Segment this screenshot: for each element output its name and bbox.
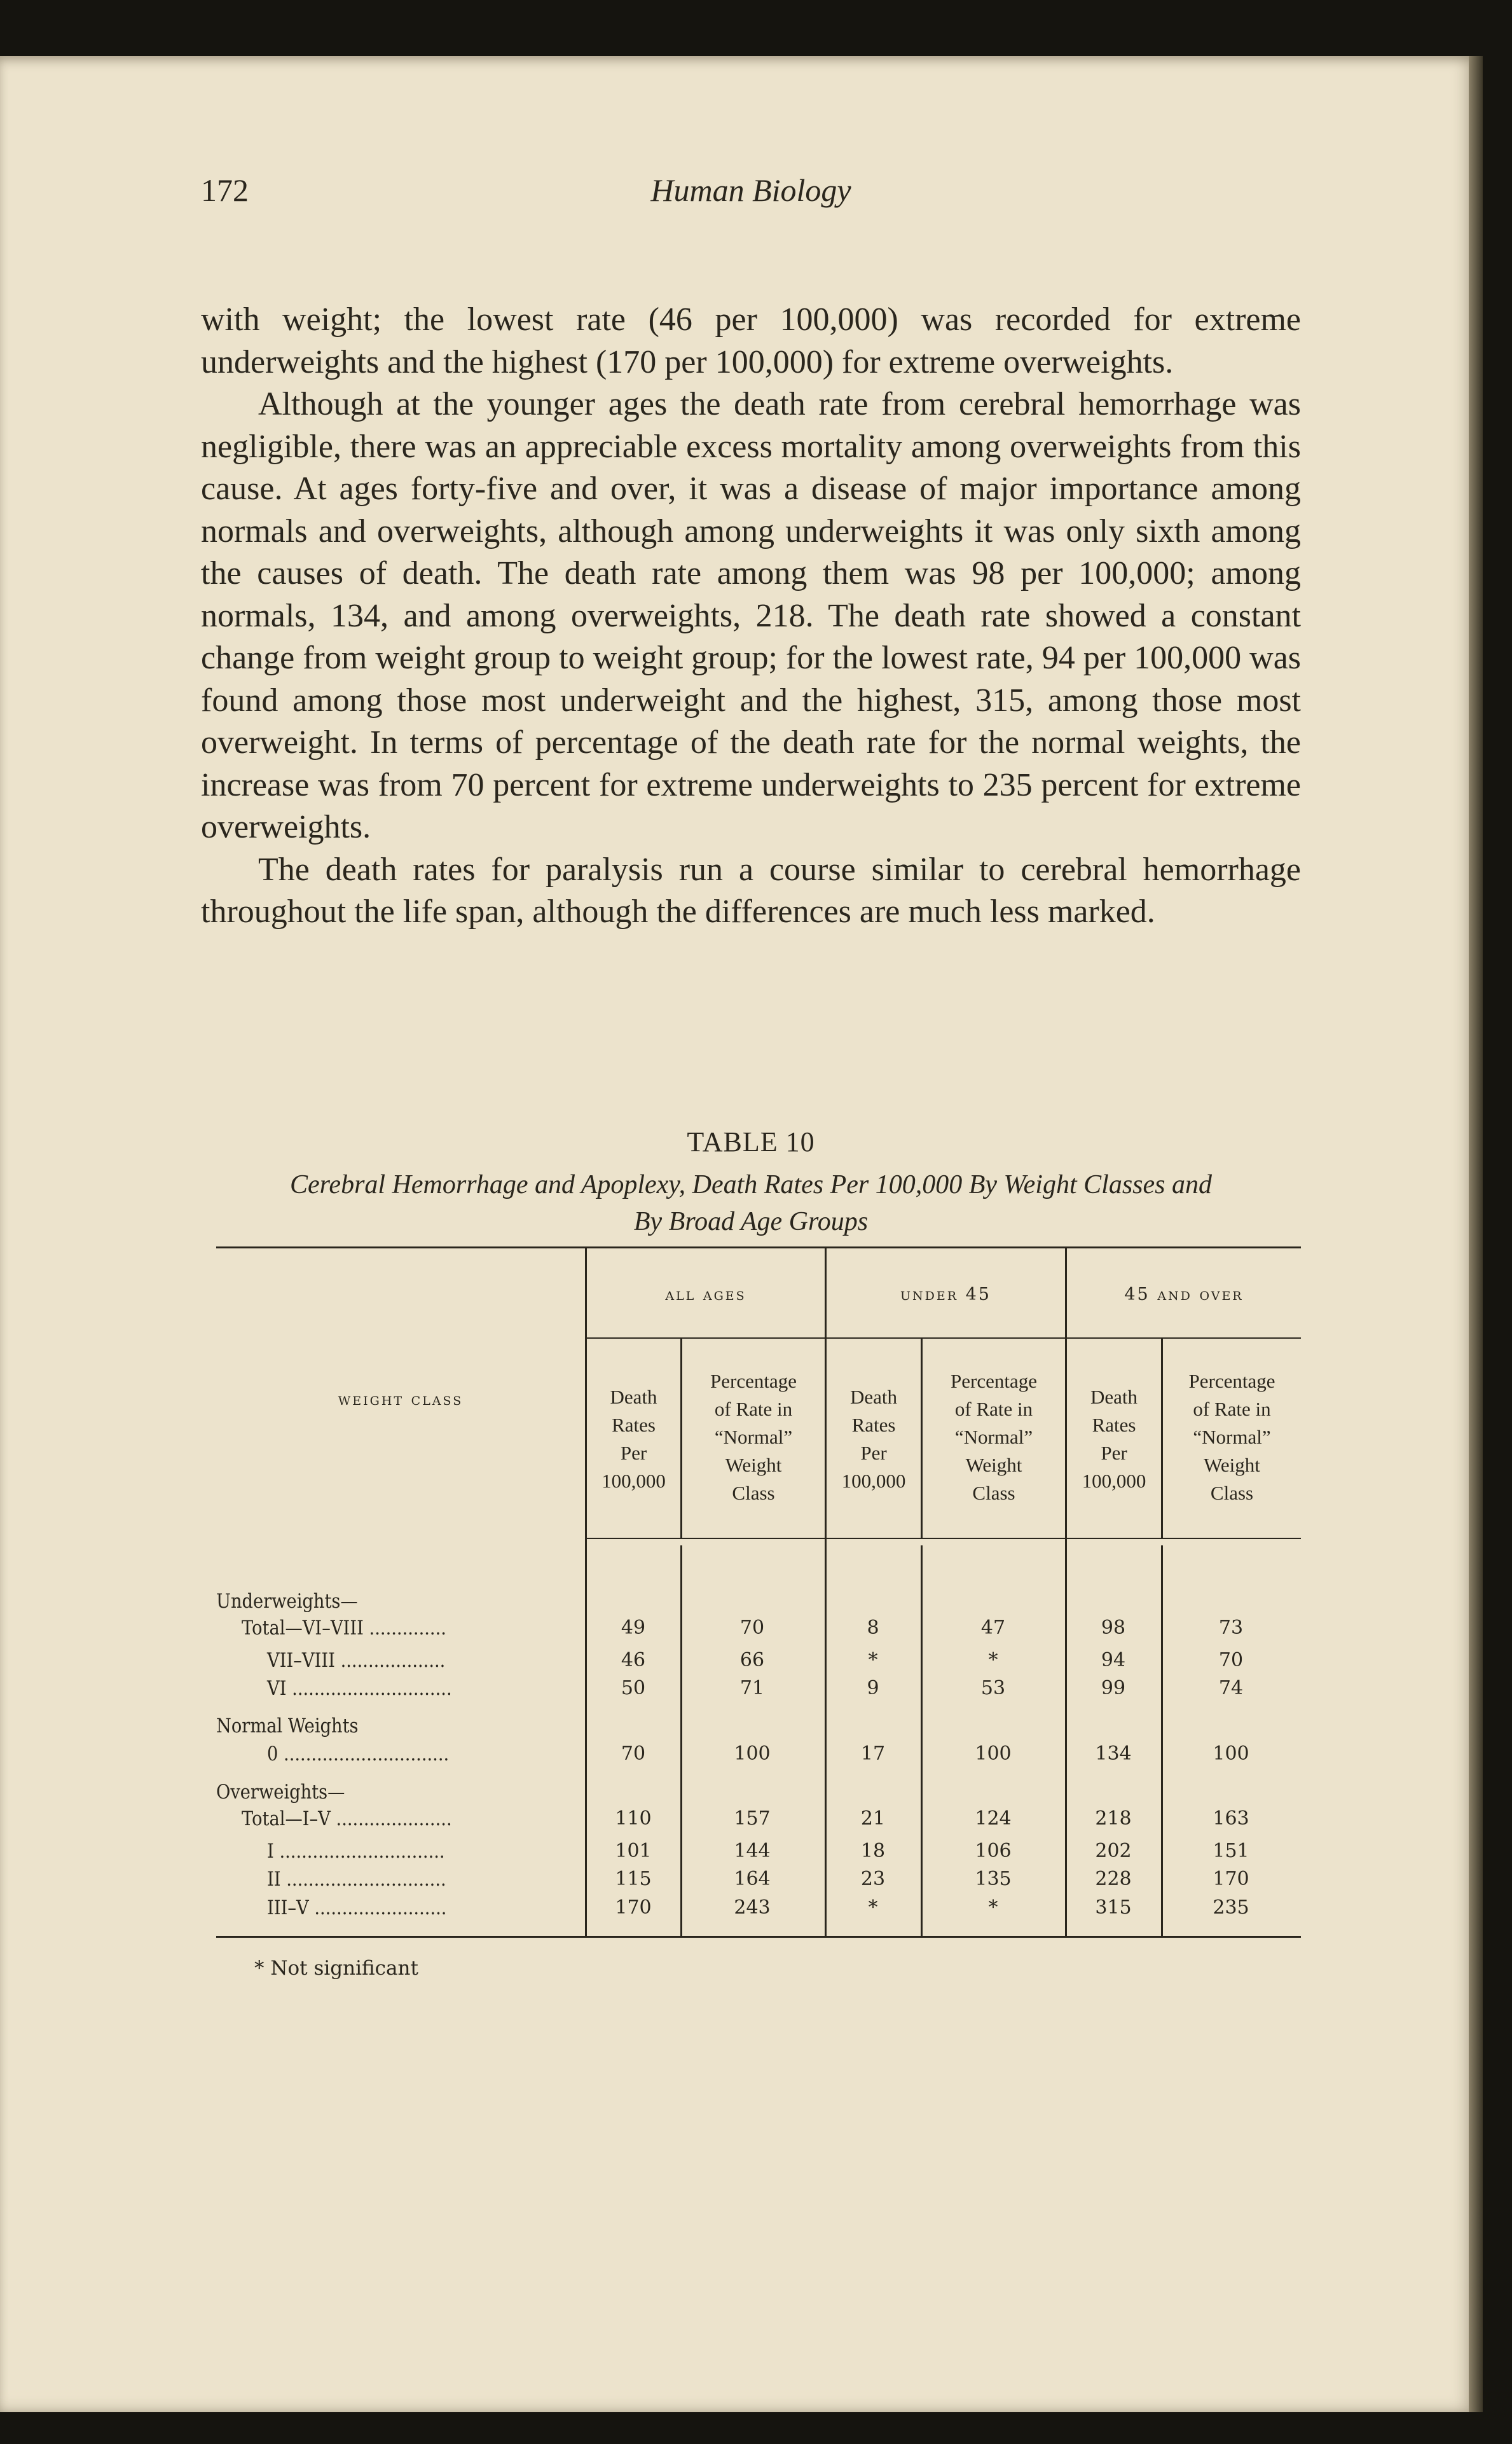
table-cell: * <box>988 1896 998 1919</box>
table-cell: 49 <box>621 1617 646 1639</box>
table-cell: 218 <box>1095 1807 1132 1830</box>
table-cell: 17 <box>860 1743 886 1765</box>
table-cell: 50 <box>621 1677 646 1699</box>
row-label: II ............................. <box>267 1868 446 1891</box>
col-header-percentage: Percentage of Rate in “Normal” Weight Class <box>710 1370 797 1504</box>
data-table <box>216 1246 1301 1940</box>
table-cell: 8 <box>867 1617 879 1639</box>
table-cell: 46 <box>621 1649 646 1671</box>
table-cell: 106 <box>975 1840 1012 1862</box>
running-title: Human Biology <box>650 172 851 208</box>
table-cell: 100 <box>734 1743 771 1765</box>
column-divider <box>921 1545 923 1936</box>
table-cell: 23 <box>860 1868 886 1890</box>
header-bottom-rule <box>585 1538 1301 1539</box>
table-cell: 94 <box>1101 1649 1126 1671</box>
row-label: I .............................. <box>267 1840 445 1863</box>
page-number: 172 <box>201 172 249 208</box>
caption-line: Cerebral Hemorrhage and Apoplexy, Death Rates Per 100,000 By Weight Classes and <box>289 1170 1212 1199</box>
row-label: Total—VI–VIII .............. <box>242 1617 446 1640</box>
column-divider <box>680 1545 682 1936</box>
body-text <box>201 299 1301 934</box>
row-label: VI ............................. <box>267 1677 452 1700</box>
column-divider <box>1161 1545 1163 1936</box>
table-cell: 99 <box>1101 1677 1126 1699</box>
row-label: Underweights— <box>216 1590 358 1613</box>
table-cell: 110 <box>615 1807 652 1830</box>
table-cell: 235 <box>1213 1896 1249 1919</box>
stub-header: weight class <box>338 1390 464 1409</box>
header-rule <box>585 1337 1301 1339</box>
table-cell: 115 <box>615 1868 652 1890</box>
table-cell: 73 <box>1218 1617 1244 1639</box>
table-cell: 9 <box>867 1677 879 1699</box>
table-cell: 18 <box>860 1840 886 1862</box>
table-cell: 53 <box>980 1677 1006 1699</box>
table-cell: 202 <box>1095 1840 1132 1862</box>
table-cell: 228 <box>1095 1868 1132 1890</box>
row-label: 0 .............................. <box>267 1743 450 1765</box>
table-cell: 70 <box>739 1617 765 1639</box>
table-cell: 124 <box>975 1807 1012 1830</box>
column-divider <box>1065 1246 1067 1937</box>
table-cell: 170 <box>615 1896 652 1919</box>
row-label: III–V ........................ <box>267 1896 447 1919</box>
col-header-rate: Death Rates Per 100,000 <box>601 1386 666 1492</box>
table-cell: * <box>988 1649 998 1671</box>
col-header-rate: Death Rates Per 100,000 <box>1082 1386 1146 1492</box>
table-cell: 100 <box>1213 1743 1249 1765</box>
caption-line: By Broad Age Groups <box>633 1207 869 1236</box>
col-header-rate: Death Rates Per 100,000 <box>841 1386 906 1492</box>
table-cell: 100 <box>975 1743 1012 1765</box>
table-bottom-rule <box>216 1936 1301 1938</box>
paragraph: Although at the younger ages the death rate from cerebral hemorrhage was negligible, there was an appreciable excess mortality among overweights from this cause. At ages forty-five and over, it was a disease of major importance among normals and overweights, although among underweights it was only sixth among the causes of death. The death rate among them was 98 per 100,000; among normals, 134, and among overweights, 218. The death rate showed a constant change from weight group to weight group; for the lowest rate, 94 per 100,000 was found among those most underweight and the highest, 315, among those most overweight. In terms of percentage of the death rate for the normal weights, the increase was from 70 percent for extreme underweights to 235 percent for extreme overweights. <box>201 386 1302 845</box>
table-cell: 70 <box>1218 1649 1244 1671</box>
table-cell: 144 <box>734 1840 771 1862</box>
row-label: VII–VIII ................... <box>267 1649 446 1672</box>
table-cell: * <box>868 1649 878 1671</box>
table-cell: 101 <box>615 1840 652 1862</box>
table-cell: 315 <box>1095 1896 1132 1919</box>
table-cell: 151 <box>1213 1840 1249 1862</box>
group-header-all-ages: all ages <box>665 1285 746 1304</box>
group-header-under-45: under 45 <box>900 1285 991 1304</box>
table-top-rule <box>216 1246 1301 1248</box>
row-label: Total—I–V ..................... <box>242 1807 452 1830</box>
table-cell: 71 <box>739 1677 765 1699</box>
table-cell: 243 <box>734 1896 771 1919</box>
table-cell: 163 <box>1213 1807 1249 1830</box>
table-number: TABLE 10 <box>687 1126 815 1157</box>
table-cell: 98 <box>1101 1617 1126 1639</box>
table-cell: 70 <box>621 1743 646 1765</box>
col-header-percentage: Percentage of Rate in “Normal” Weight Class <box>951 1370 1037 1504</box>
row-label: Normal Weights <box>216 1715 359 1737</box>
table-cell: 47 <box>980 1617 1006 1639</box>
table-cell: 135 <box>975 1868 1012 1890</box>
page-header <box>201 172 1301 223</box>
table-cell: 21 <box>860 1807 886 1830</box>
row-label: Overweights— <box>216 1781 345 1804</box>
column-divider <box>585 1246 587 1937</box>
paragraph: The death rates for paralysis run a course similar to cerebral hemorrhage throughout the life span, although the differences are much less marked. <box>201 851 1301 930</box>
table-cell: * <box>868 1896 878 1919</box>
table-cell: 164 <box>734 1868 771 1890</box>
table-cell: 66 <box>739 1649 765 1671</box>
table-caption <box>201 1166 1301 1240</box>
table-cell: 157 <box>734 1807 771 1830</box>
table-cell: 74 <box>1218 1677 1244 1699</box>
col-header-percentage: Percentage of Rate in “Normal” Weight Class <box>1188 1370 1275 1504</box>
column-divider <box>825 1246 827 1937</box>
table-cell: 170 <box>1213 1868 1249 1890</box>
table-footnote: * Not significant <box>254 1957 418 1980</box>
group-header-45-and-over: 45 and over <box>1124 1285 1244 1304</box>
paragraph: with weight; the lowest rate (46 per 100,000) was recorded for extreme underweights and the highest (170 per 100,000) for extreme overweights. <box>201 301 1301 380</box>
page-edge <box>1469 56 1483 2412</box>
table-cell: 134 <box>1095 1743 1132 1765</box>
